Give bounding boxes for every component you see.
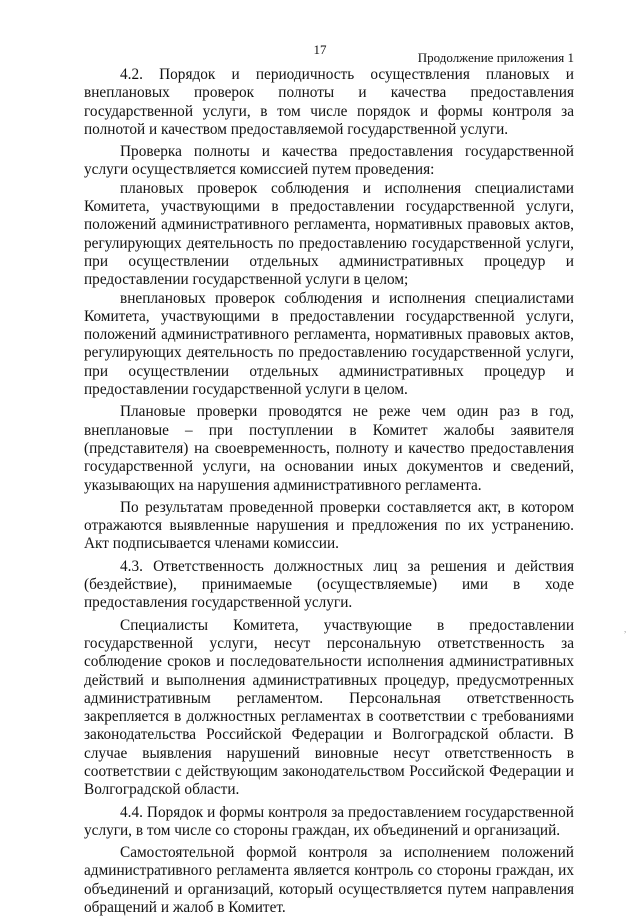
margin-mark: ,: [624, 624, 627, 634]
paragraph-4-3-heading: 4.3. Ответственность должностных лиц за решения и действия (бездействие), принимаемые (осуществляемые) ими в ходе предоставления государственной услуги.: [84, 557, 574, 612]
paragraph-personal-responsibility: Специалисты Комитета, участвующие в предоставлении государственной услуги, несут персональную ответственность за соблюдение сроков и последовательности исполнения административных действий и выполнения административных процедур, предусмотренных административным регламентом. Персональная ответственность закрепляется в должностных регламентах в соответствии с требованиями законодательства Российской Федерации и Волгоградской области. В случае выявления нарушений виновные несут ответственность в соответствии с действующим законодательством Российской Федерации и Волгоградской области.: [84, 616, 574, 799]
paragraph-unplanned-checks: внеплановых проверок соблюдения и исполнения специалистами Комитета, участвующими в предоставлении государственной услуги, положений административного регламента, нормативных правовых актов, регулирующих деятельность по предоставлению государственной услуги, при осуществлении отдельных административных процедур и предоставлении государственной услуги в целом.: [84, 289, 574, 399]
paragraph-check-frequency: Плановые проверки проводятся не реже чем один раз в год, внеплановые – при поступлении в Комитет жалобы заявителя (представителя) на своевременность, полноту и качество предоставления государственной услуги, на основании иных документов и сведений, указывающих на нарушения административного регламента.: [84, 403, 574, 494]
paragraph-4-4-heading: 4.4. Порядок и формы контроля за предоставлением государственной услуги, в том числе со стороны граждан, их объединений и организаций.: [84, 803, 574, 839]
paragraph-check-intro: Проверка полноты и качества предоставления государственной услуги осуществляется комиссией путем проведения:: [84, 143, 574, 179]
paragraph-citizen-control: Самостоятельной формой контроля за исполнением положений административного регламента является контроль со стороны граждан, их объединений и организаций, который осуществляется путем направления обращений и жалоб в Комитет.: [84, 844, 574, 917]
document-body: [84, 66, 574, 917]
page-number: 17: [313, 42, 327, 57]
paragraph-planned-checks: плановых проверок соблюдения и исполнения специалистами Комитета, участвующими в предоставлении государственной услуги, положений административного регламента, нормативных правовых актов, регулирующих деятельность по предоставлению государственной услуги, при осуществлении отдельных административных процедур и предоставлении государственной услуги в целом;: [84, 179, 574, 289]
appendix-continuation-note: Продолжение приложения 1: [417, 50, 574, 65]
paragraph-4-2-heading: 4.2. Порядок и периодичность осуществления плановых и внеплановых проверок полноты и качества предоставления государственной услуги, в том числе порядок и формы контроля за полнотой и качеством предоставляемой государственной услуги.: [84, 66, 574, 138]
paragraph-check-results: По результатам проведенной проверки составляется акт, в котором отражаются выявленные нарушения и предложения по их устранению. Акт подписывается членами комиссии.: [84, 498, 574, 553]
